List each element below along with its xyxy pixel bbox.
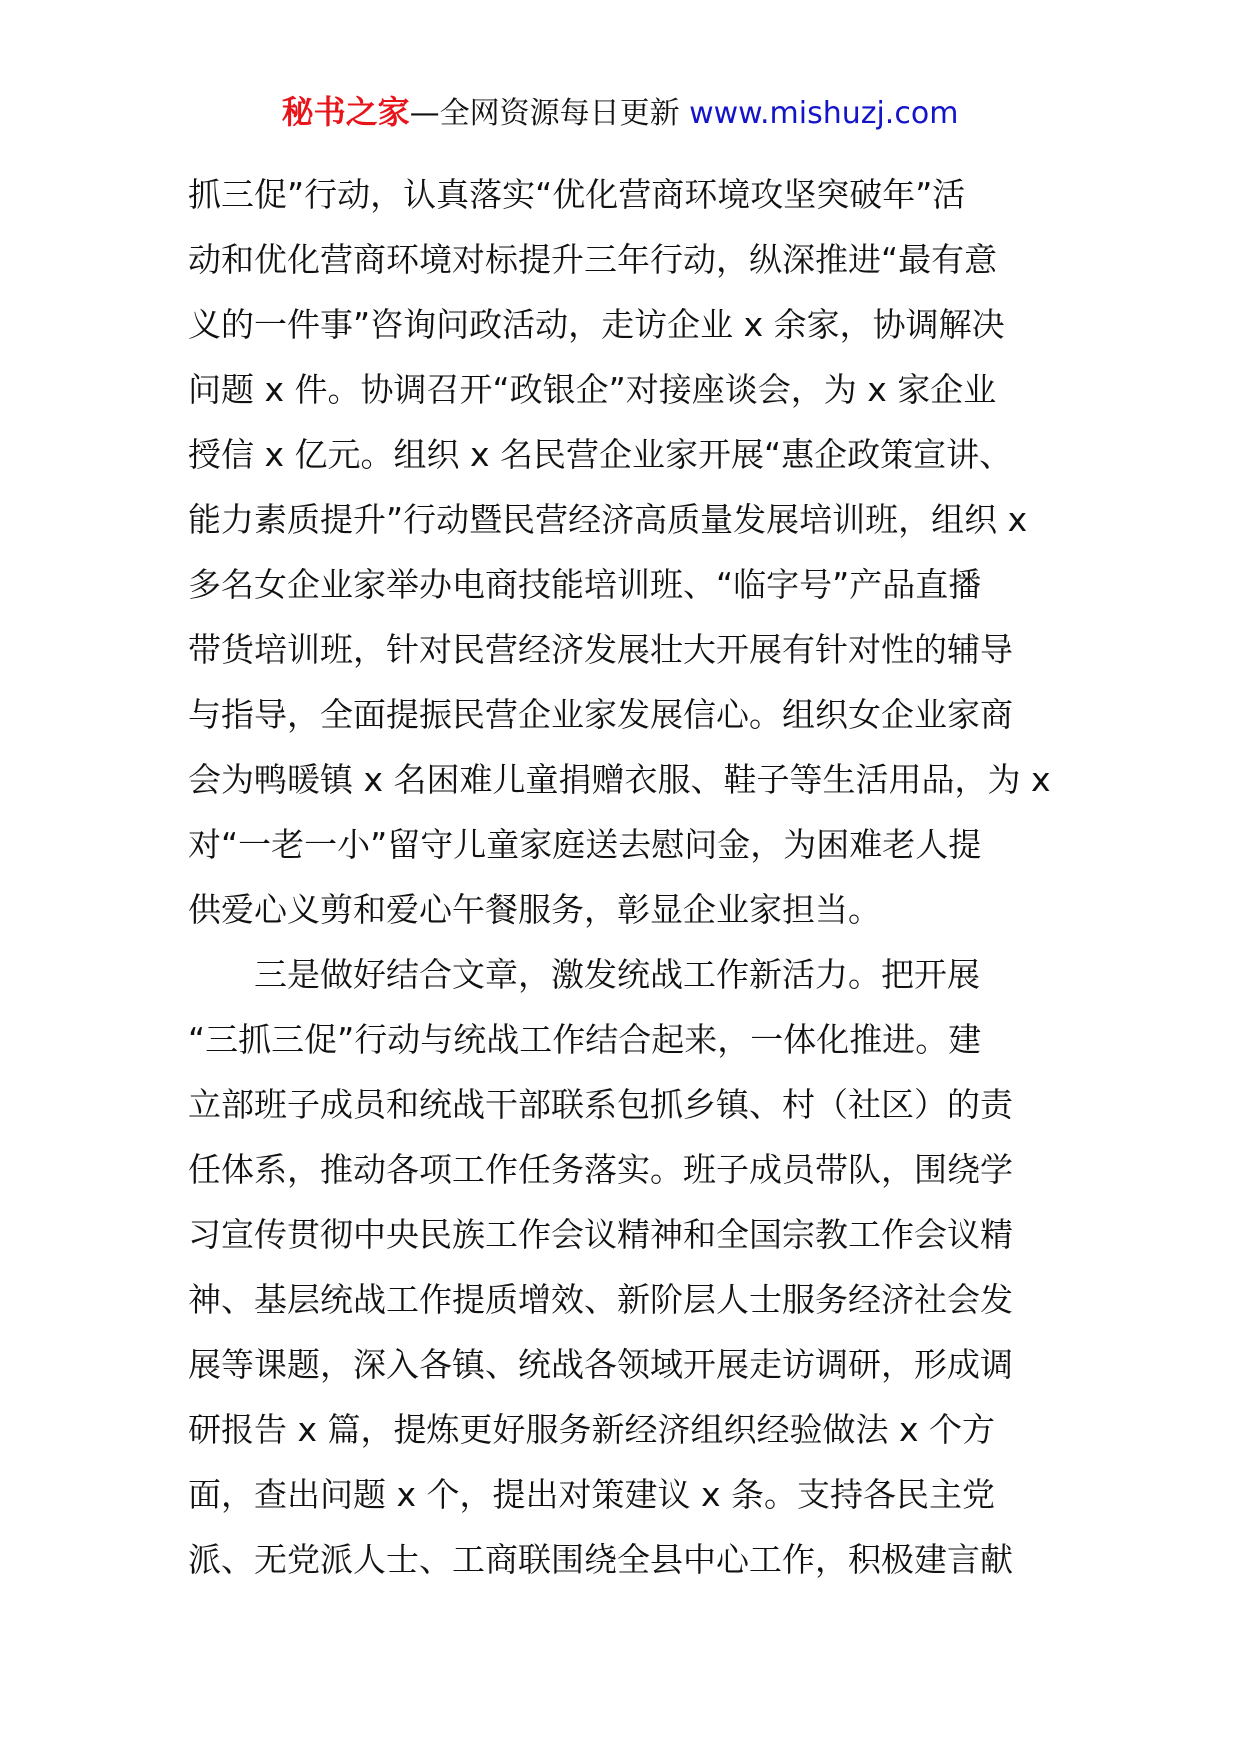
text-line: 会为鸭暖镇 x 名困难儿童捐赠衣服、鞋子等生活用品，为 x (188, 760, 1051, 799)
text-line: 派、无党派人士、工商联围绕全县中心工作，积极建言献 (188, 1540, 1013, 1579)
text-line: 授信 x 亿元。组织 x 名民营企业家开展“惠企政策宣讲、 (188, 435, 1013, 474)
text-line: 任体系，推动各项工作任务落实。班子成员带队，围绕学 (188, 1150, 1013, 1189)
site-brand: 秘书之家 (281, 93, 410, 131)
site-tagline: —全网资源每日更新 (409, 96, 680, 131)
text-line: 能力素质提升”行动暨民营经济高质量发展培训班，组织 x (188, 500, 1028, 539)
text-line: 面，查出问题 x 个，提出对策建议 x 条。支持各民主党 (188, 1475, 996, 1514)
paragraph-start-line: 三是做好结合文章，激发统战工作新活力。把开展 (254, 955, 980, 994)
text-line: 展等课题，深入各镇、统战各领域开展走访调研，形成调 (188, 1345, 1013, 1384)
text-line: 对“一老一小”留守儿童家庭送去慰问金，为困难老人提 (188, 825, 982, 864)
text-line: 与指导，全面提振民营企业家发展信心。组织女企业家商 (188, 695, 1013, 734)
text-line: 动和优化营商环境对标提升三年行动，纵深推进“最有意 (188, 240, 998, 279)
site-header (0, 92, 1240, 134)
text-line: 问题 x 件。协调召开“政银企”对接座谈会，为 x 家企业 (188, 370, 997, 409)
text-line: 带货培训班，针对民营经济发展壮大开展有针对性的辅导 (188, 630, 1013, 669)
text-line: 立部班子成员和统战干部联系包抓乡镇、村（社区）的责 (188, 1085, 1013, 1124)
text-line: “三抓三促”行动与统战工作结合起来，一体化推进。建 (188, 1020, 982, 1059)
document-body (188, 162, 1054, 1592)
text-line: 抓三促”行动，认真落实“优化营商环境攻坚突破年”活 (188, 175, 966, 214)
text-line: 习宣传贯彻中央民族工作会议精神和全国宗教工作会议精 (188, 1215, 1013, 1254)
site-url-link[interactable]: www.mishuzj.com (679, 96, 959, 131)
text-line: 供爱心义剪和爱心午餐服务，彰显企业家担当。 (188, 890, 881, 929)
text-line: 研报告 x 篇，提炼更好服务新经济组织经验做法 x 个方 (188, 1410, 996, 1449)
text-line: 义的一件事”咨询问政活动，走访企业 x 余家，协调解决 (188, 305, 1005, 344)
text-line: 多名女企业家举办电商技能培训班、“临字号”产品直播 (188, 565, 982, 604)
text-line: 神、基层统战工作提质增效、新阶层人士服务经济社会发 (188, 1280, 1013, 1319)
